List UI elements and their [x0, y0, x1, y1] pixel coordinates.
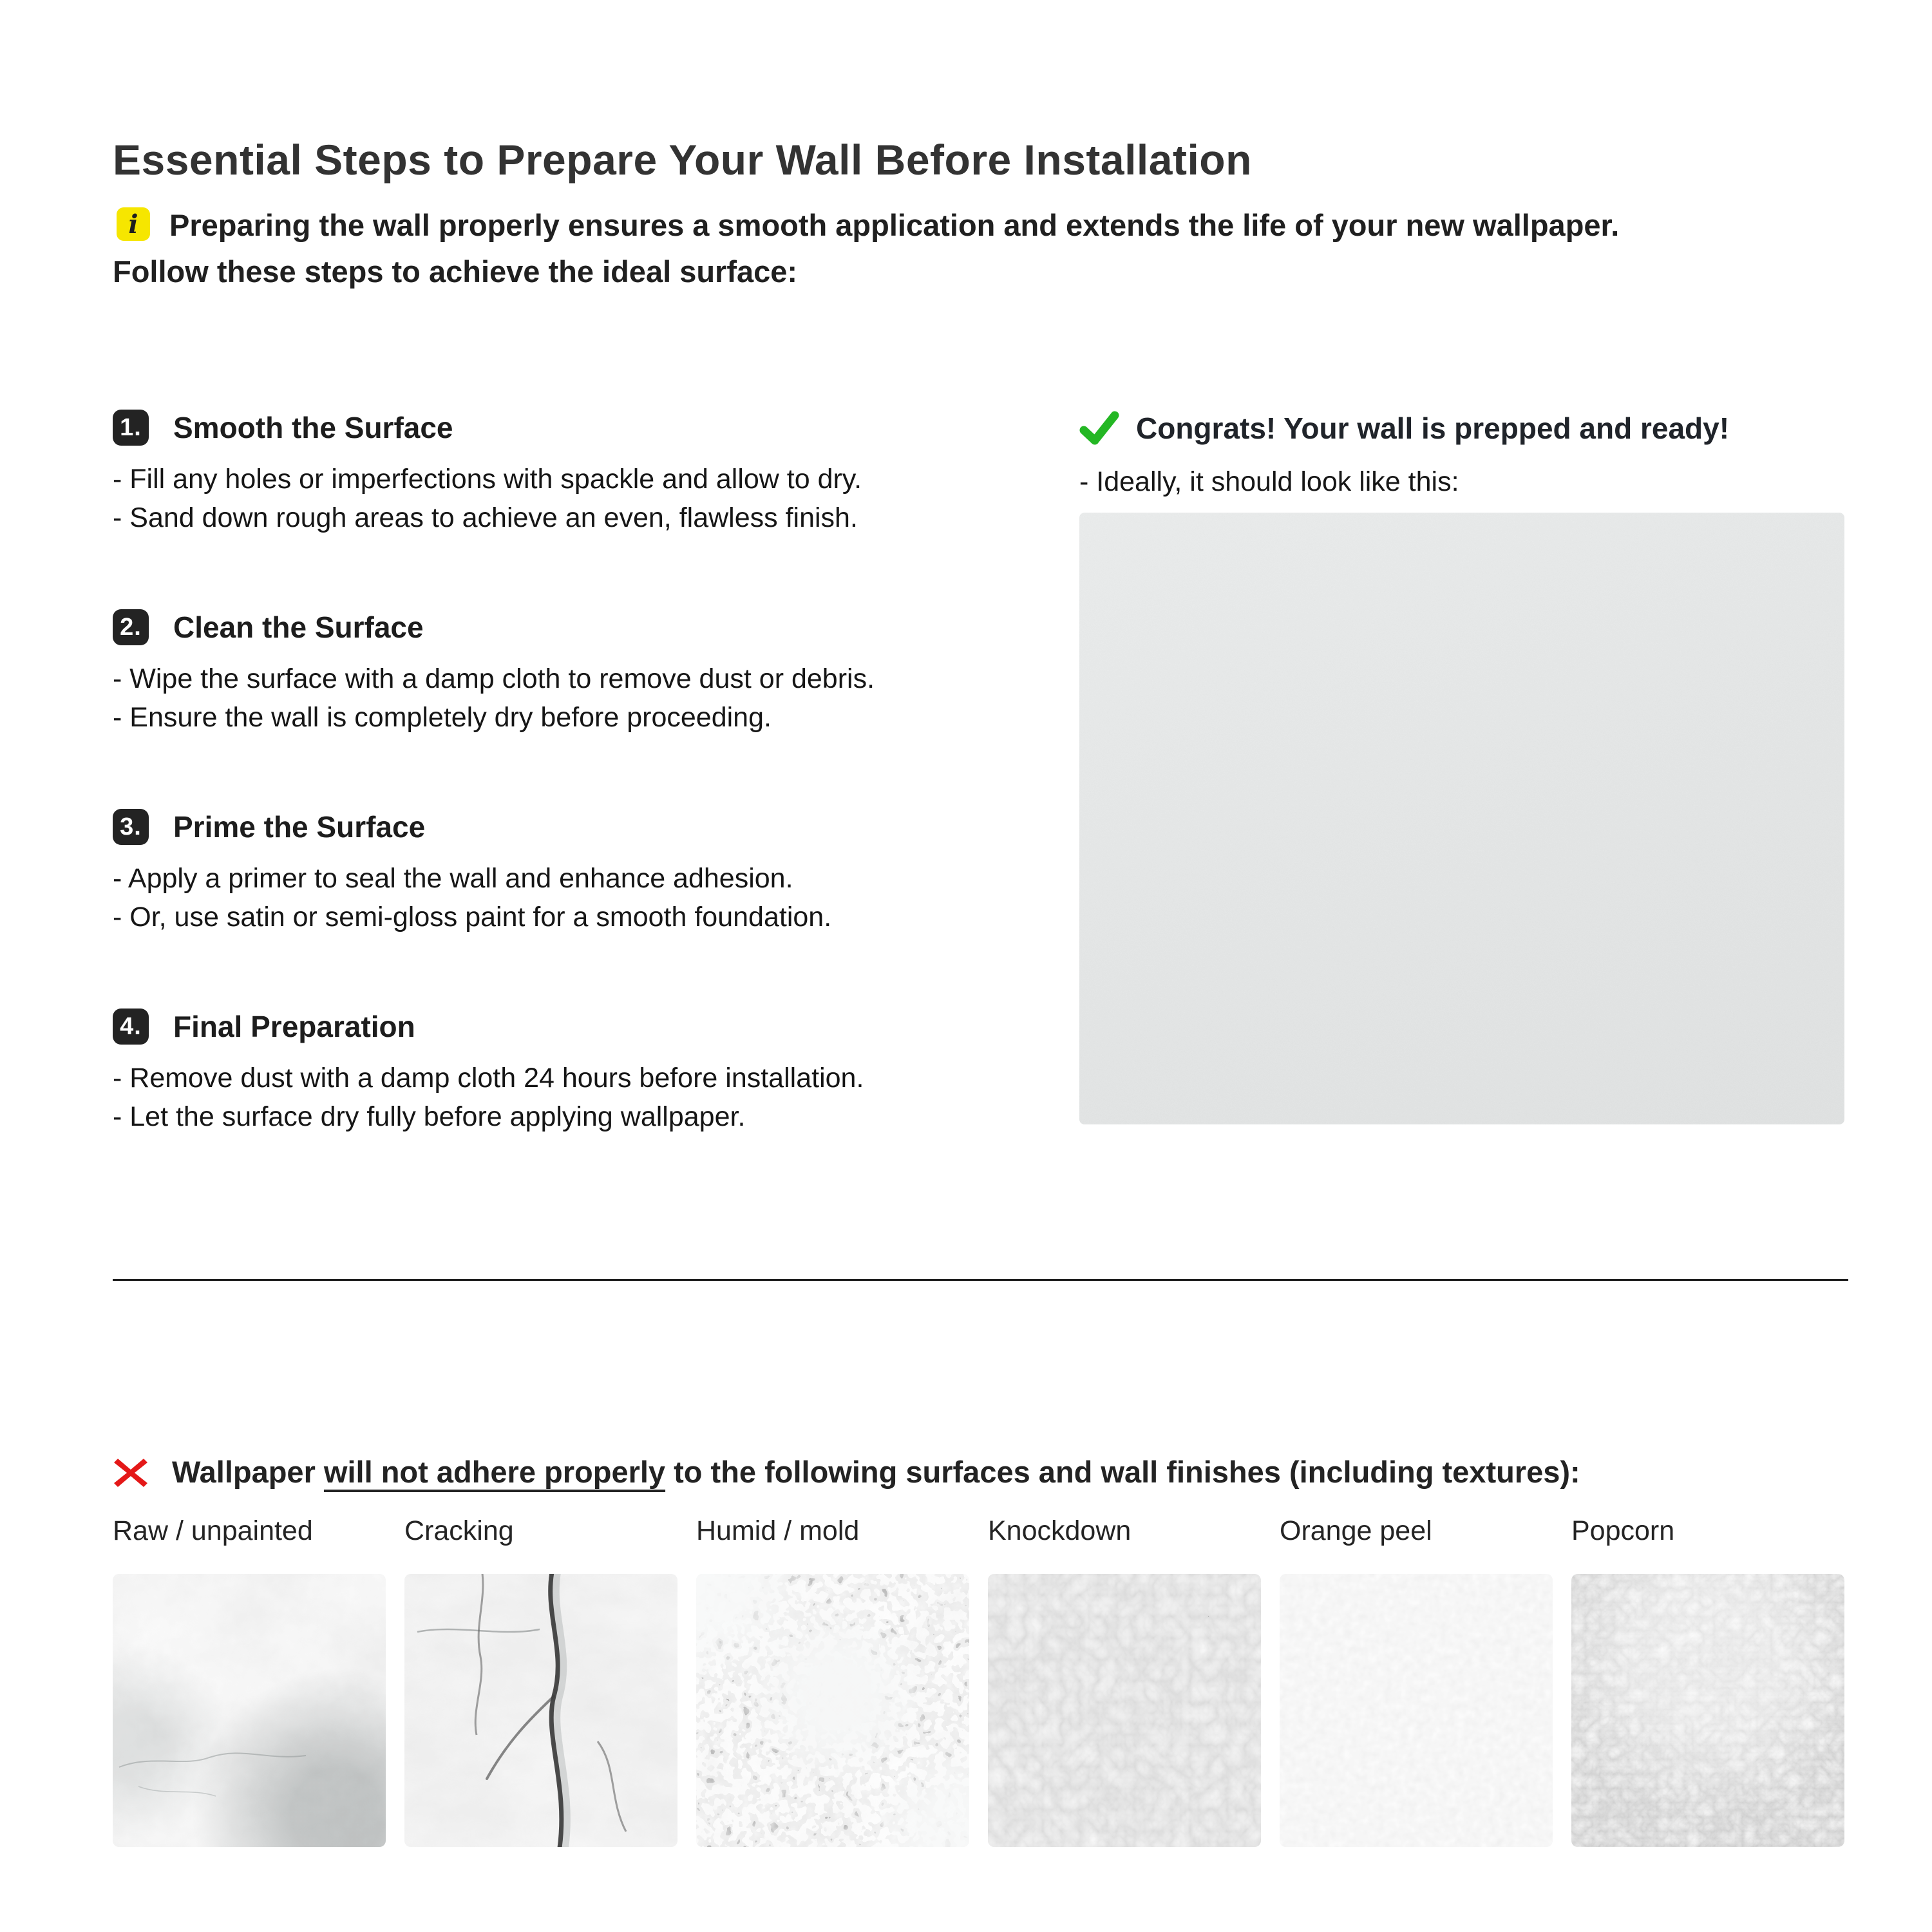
intro-line-1: Preparing the wall properly ensures a smooth application and extends the life of your new wallpaper. [169, 208, 1620, 242]
step-1 [113, 410, 1027, 537]
step-4-line-1: - Remove dust with a damp cloth 24 hours before installation. [113, 1063, 864, 1094]
x-icon [113, 1455, 149, 1490]
step-4-title: Final Preparation [173, 1010, 415, 1043]
surface-image-raw-unpainted [113, 1574, 386, 1847]
wall-noise-texture [1079, 513, 1844, 1124]
step-1-line-1: - Fill any holes or imperfections with spackle and allow to dry. [113, 464, 862, 495]
info-icon: i [117, 207, 150, 241]
step-2-line-2: - Ensure the wall is completely dry before proceeding. [113, 702, 772, 733]
surface-label: Raw / unpainted [113, 1515, 313, 1546]
surface-label: Orange peel [1280, 1515, 1432, 1546]
step-2-line-1: - Wipe the surface with a damp cloth to remove dust or debris. [113, 663, 875, 694]
warning-underlined-phrase: will not adhere properly [323, 1455, 666, 1489]
surface-image-knockdown [988, 1574, 1261, 1847]
step-1-line-2: - Sand down rough areas to achieve an even, flawless finish. [113, 502, 858, 533]
page-title: Essential Steps to Prepare Your Wall Before Installation [113, 136, 1252, 184]
surface-image-orange-peel [1280, 1574, 1553, 1847]
surface-image-humid-mold [696, 1574, 969, 1847]
step-1-title: Smooth the Surface [173, 411, 453, 444]
check-icon [1079, 410, 1119, 447]
surface-cracking [404, 1515, 677, 1847]
surface-image-popcorn [1571, 1574, 1844, 1847]
warning-suffix: to the following surfaces and wall finishes (including textures): [665, 1455, 1580, 1489]
step-2-number-badge: 2. [113, 609, 149, 645]
success-column [1079, 410, 1846, 1124]
surface-humid-mold [696, 1515, 969, 1847]
success-title: Congrats! Your wall is prepped and ready! [1136, 412, 1730, 445]
surface-label: Humid / mold [696, 1515, 860, 1546]
prepped-wall-image [1079, 513, 1844, 1124]
step-3-line-1: - Apply a primer to seal the wall and enhance adhesion. [113, 863, 793, 894]
surface-label: Popcorn [1571, 1515, 1675, 1546]
step-3-title: Prime the Surface [173, 810, 426, 844]
warning-prefix: Wallpaper [172, 1455, 324, 1489]
intro-line-2: Follow these steps to achieve the ideal surface: [113, 254, 798, 289]
step-1-number-badge: 1. [113, 410, 149, 446]
surface-orange-peel [1280, 1515, 1553, 1847]
step-2-title: Clean the Surface [173, 611, 424, 644]
steps-column [113, 410, 1027, 1208]
warning-heading [113, 1453, 1580, 1492]
step-4-line-2: - Let the surface dry fully before applying wallpaper. [113, 1101, 746, 1132]
surface-label: Cracking [404, 1515, 514, 1546]
surface-image-cracking [404, 1574, 677, 1847]
step-4 [113, 1009, 1027, 1136]
surface-raw-unpainted [113, 1515, 386, 1847]
step-3 [113, 809, 1027, 936]
step-3-number-badge: 3. [113, 809, 149, 845]
step-2 [113, 609, 1027, 737]
intro-paragraph [113, 205, 1877, 292]
surface-popcorn [1571, 1515, 1844, 1847]
section-divider [113, 1279, 1848, 1281]
surface-label: Knockdown [988, 1515, 1132, 1546]
step-3-line-2: - Or, use satin or semi-gloss paint for a smooth foundation. [113, 902, 832, 933]
success-subtitle: - Ideally, it should look like this: [1079, 466, 1459, 497]
bad-surfaces-grid [113, 1515, 1845, 1847]
surface-knockdown [988, 1515, 1261, 1847]
step-4-number-badge: 4. [113, 1009, 149, 1045]
